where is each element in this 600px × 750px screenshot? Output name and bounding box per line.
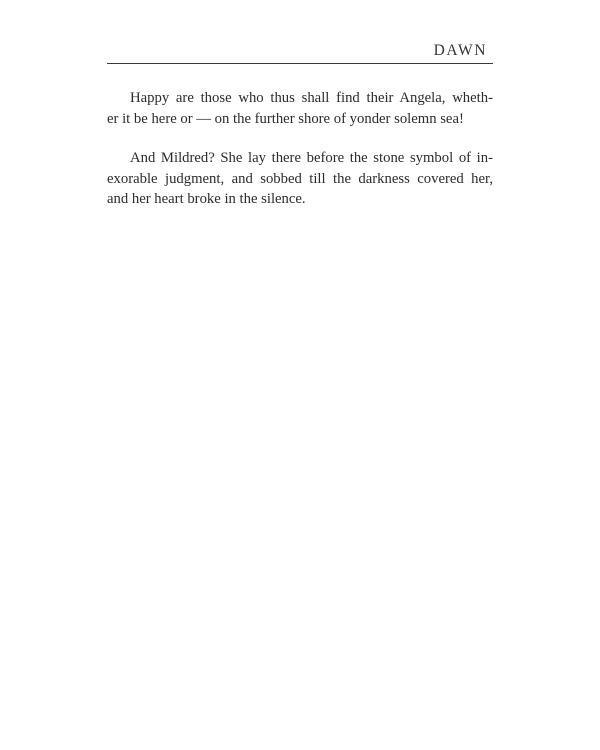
header-rule: [107, 63, 493, 64]
paragraph-line: er it be here or — on the further shore of yonder solemn sea!: [107, 110, 464, 127]
paragraph-line: exorable judgment, and sobbed till the darkness covered her,: [107, 170, 493, 187]
paragraph-line: And Mildred? She lay there before the stone symbol of in-: [130, 150, 493, 166]
running-header: [107, 40, 493, 62]
running-title: DAWN: [433, 42, 487, 59]
paragraph-line: and her heart broke in the silence.: [107, 191, 306, 207]
paragraph: [107, 88, 493, 129]
paragraph-line: Happy are those who thus shall find their Angela, wheth-: [130, 90, 493, 106]
paragraph: [107, 148, 493, 210]
body-text: [107, 88, 493, 210]
paragraph-spacer: [107, 129, 493, 148]
